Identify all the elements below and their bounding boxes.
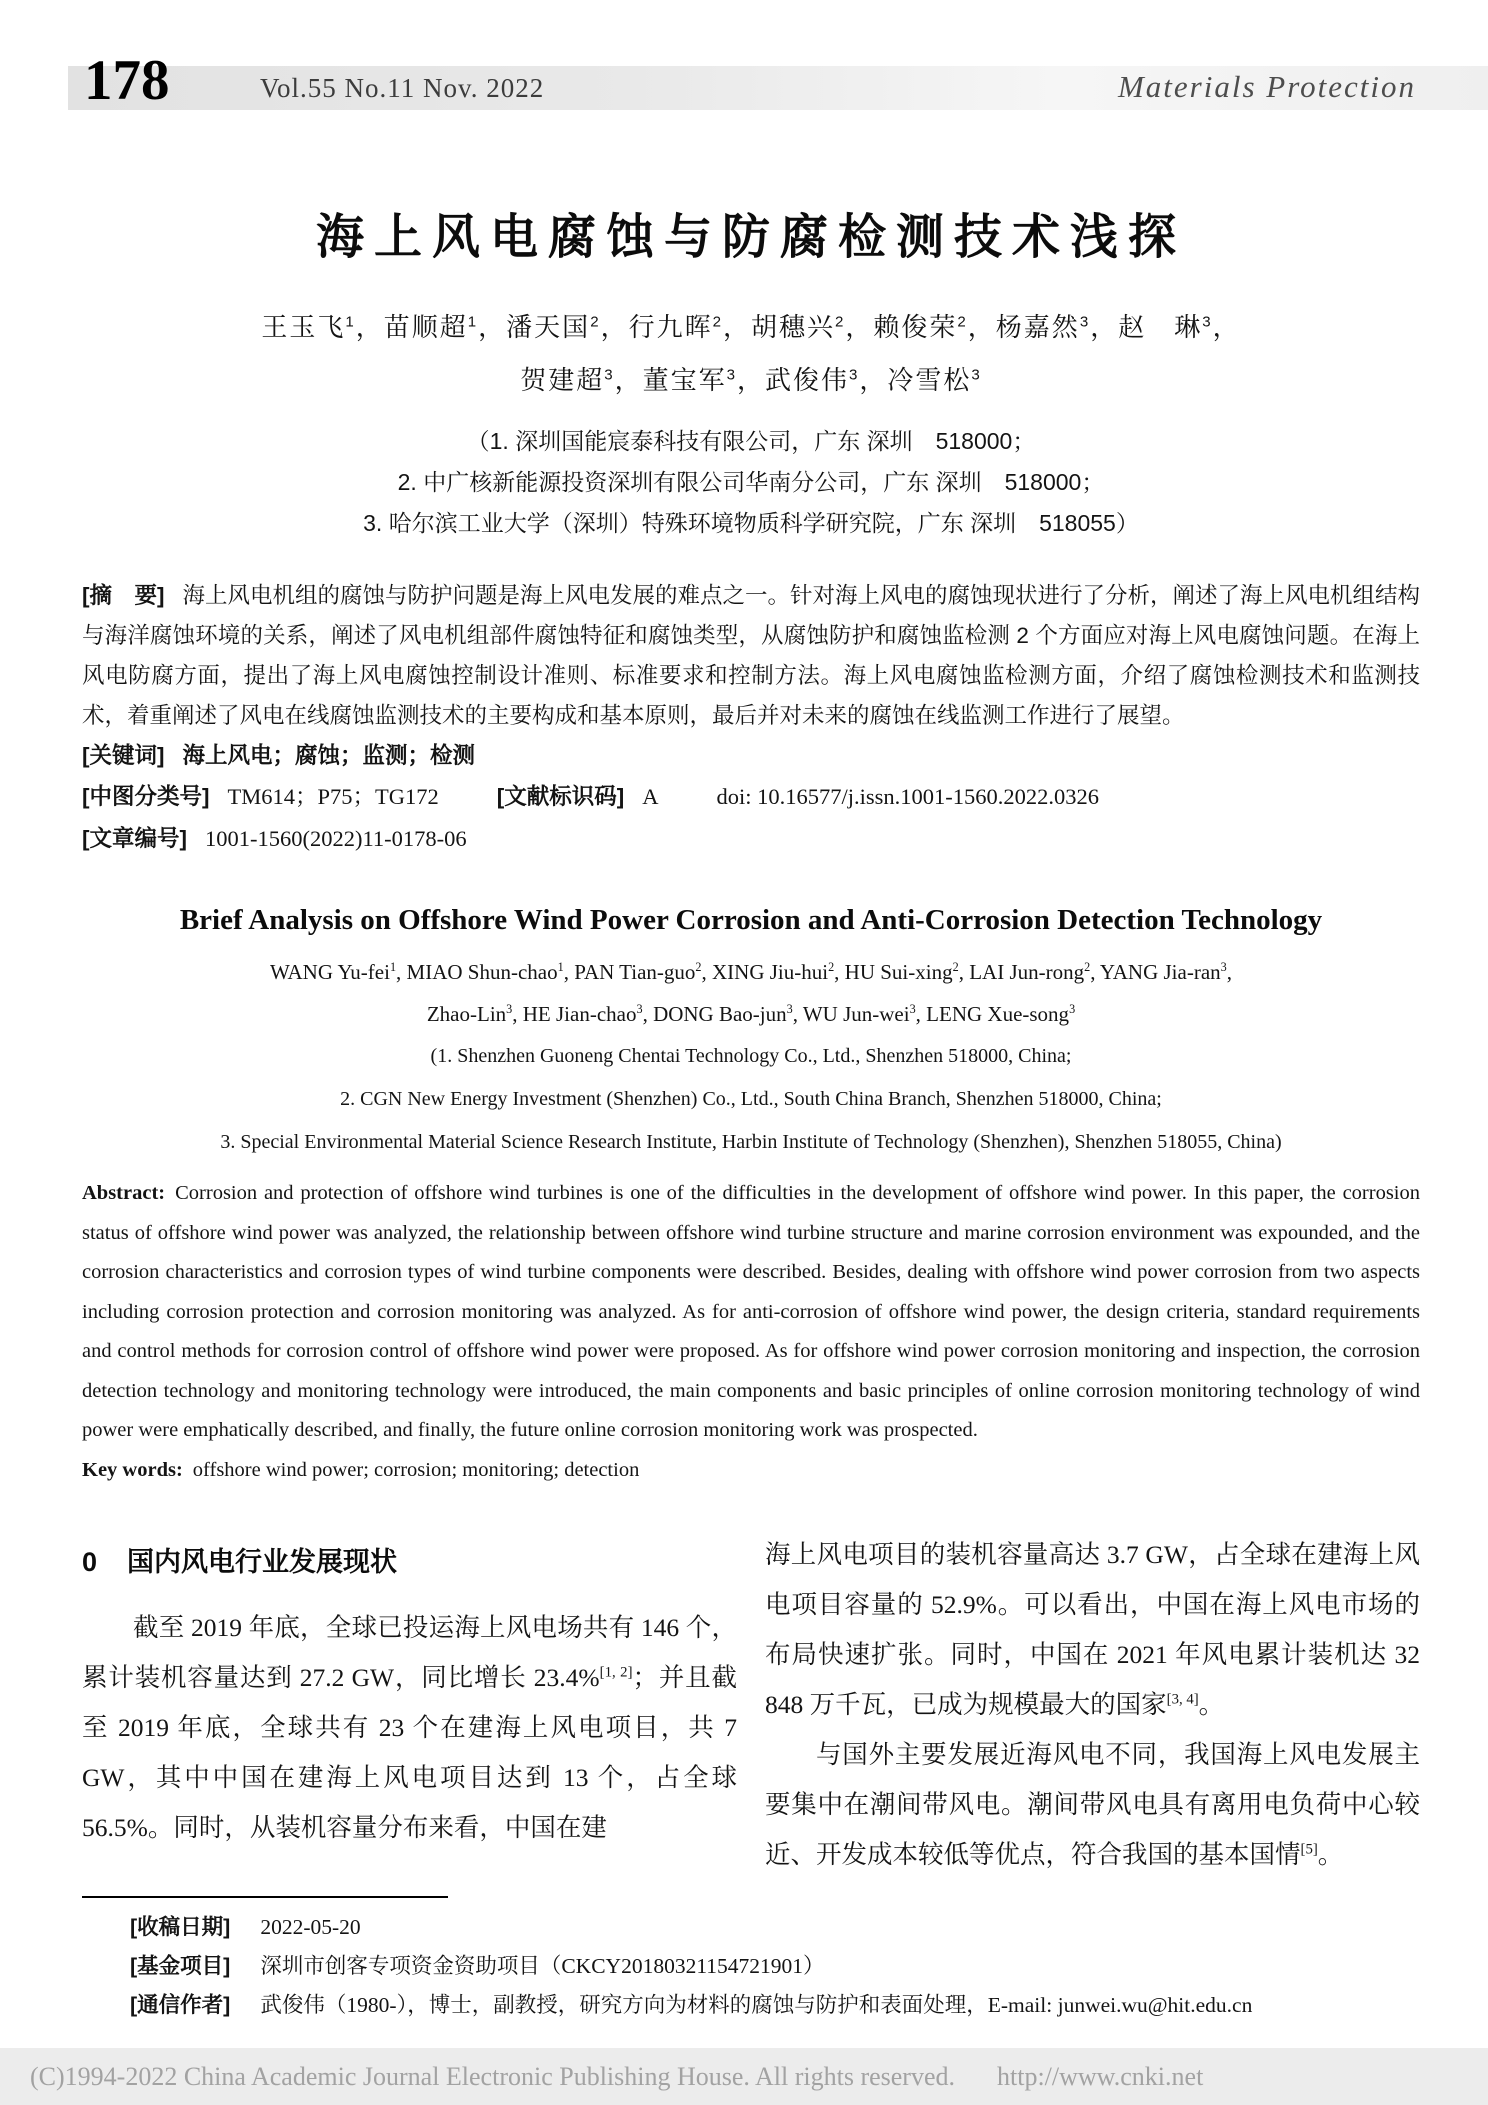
- abstract-en-text: Corrosion and protection of offshore wind turbines is one of the difficulties in the development of offshore wind power. In this paper, the corrosion status of offshore wind power was analyzed, the relationship between offshore wind turbine structure and marine corrosion environment was expounded, and the corrosion characteristics and corrosion types of wind turbine components were described. Besides, dealing with offshore wind power corrosion from two aspects including corrosion protection and corrosion monitoring was analyzed. As for anti-corrosion of offshore wind power, the design criteria, standard requirements and control methods for corrosion control of offshore wind power were proposed. As for offshore wind power corrosion monitoring and inspection, the corrosion detection technology and monitoring technology were introduced, the main components and basic principles of online corrosion monitoring technology of wind power were emphatically described, and finally, the future online corrosion monitoring work was prospected.: [82, 1182, 1420, 1441]
- keywords-en-label: Key words:: [82, 1458, 183, 1481]
- abstract-cn: [82, 576, 1420, 736]
- issue-info: Vol.55 No.11 Nov. 2022: [260, 73, 545, 103]
- clc-label: [中图分类号]: [82, 784, 210, 809]
- page-header-band: [68, 49, 1488, 112]
- keywords-cn-text: 海上风电；腐蚀；监测；检测: [182, 743, 476, 768]
- page-footer-band: [0, 2048, 1488, 2105]
- footnote-label: [收稿日期]: [130, 1914, 231, 1939]
- classification-line: [82, 776, 1420, 818]
- keywords-cn-label: [关键词]: [82, 743, 165, 768]
- footnote-text: 深圳市创客专项资金资助项目（CKCY20180321154721901）: [260, 1953, 825, 1978]
- section-0-title: 国内风电行业发展现状: [127, 1546, 398, 1577]
- doi-text: doi: 10.16577/j.issn.1001-1560.2022.0326: [716, 784, 1100, 809]
- affiliation-cn-1: （1. 深圳国能宸泰科技有限公司，广东 深圳 518000；: [466, 428, 1036, 454]
- affiliation-en-1: (1. Shenzhen Guoneng Chentai Technology Co., Ltd., Shenzhen 518000, China;: [430, 1045, 1072, 1067]
- section-0-number: 0: [82, 1546, 98, 1577]
- footnote-fund-project: [130, 1947, 1420, 1986]
- two-column-body: [82, 1524, 1420, 1880]
- footnote-divider: [82, 1896, 448, 1898]
- footnote-label: [通信作者]: [130, 1992, 231, 2017]
- affiliations-cn: [82, 421, 1420, 544]
- body-paragraph-left: 截至 2019 年底，全球已投运海上风电场共有 146 个，累计装机容量达到 27.2 GW，同比增长 23.4%[1, 2]；并且截至 2019 年底，全球共有 23 个在建海上风电项目，共 7 GW，其中中国在建海上风电项目达到 13 个，占全球 56.5%。同时，从装机容量分布来看，中国在建: [82, 1612, 737, 1842]
- authors-cn-line1: 王玉飞$^1$，苗顺超$^1$，潘天国$^2$，行九晖$^2$，胡穗兴$^2$，赖俊荣$^2$，杨嘉然$^3$，赵 琳$^3$，: [261, 312, 1241, 342]
- footnote-text: 2022-05-20: [260, 1914, 361, 1939]
- doc-code-value: A: [642, 784, 659, 809]
- article-no-label: [文章编号]: [82, 826, 187, 851]
- journal-name: Materials Protection: [1117, 69, 1416, 104]
- keywords-cn: [82, 736, 1420, 776]
- body-paragraph-right-1: 海上风电项目的装机容量高达 3.7 GW，占全球在建海上风电项目容量的 52.9%。可以看出，中国在海上风电市场的布局快速扩张。同时，中国在 2021 年风电累计装机达 32 848 万千瓦，已成为规模最大的国家[3, 4]。: [765, 1539, 1420, 1719]
- abstract-cn-text: 海上风电机组的腐蚀与防护问题是海上风电发展的难点之一。针对海上风电的腐蚀现状进行了分析，阐述了海上风电机组结构与海洋腐蚀环境的关系，阐述了风电机组部件腐蚀特征和腐蚀类型，从腐蚀防护和腐蚀监检测 2 个方面应对海上风电腐蚀问题。在海上风电防腐方面，提出了海上风电腐蚀控制设计准则、标准要求和控制方法。海上风电腐蚀监检测方面，介绍了腐蚀检测技术和监测技术，着重阐述了风电在线腐蚀监测技术的主要构成和基本原则，最后并对未来的腐蚀在线监测工作进行了展望。: [82, 583, 1421, 728]
- affiliation-cn-3: 3. 哈尔滨工业大学（深圳）特殊环境物质科学研究院，广东 深圳 518055）: [363, 510, 1139, 536]
- doc-code-label: [文献标识码]: [496, 784, 625, 809]
- keywords-en-text: offshore wind power; corrosion; monitoring; detection: [192, 1458, 640, 1481]
- affiliations-en: [82, 1035, 1420, 1164]
- footnote-received-date: [130, 1908, 1420, 1947]
- section-0-heading: [82, 1540, 737, 1579]
- page-number: 178: [84, 49, 170, 112]
- clc-value: TM614；P75；TG172: [227, 784, 439, 809]
- affiliation-en-3: 3. Special Environmental Material Science Research Institute, Harbin Institute of Technology (Shenzhen), Shenzhen 518055, China): [220, 1131, 1282, 1153]
- abstract-en: [82, 1174, 1420, 1451]
- authors-cn-line2: 贺建超$^3$，董宝军$^3$，武俊伟$^3$，冷雪松$^3$: [520, 365, 982, 395]
- article-title-en: Brief Analysis on Offshore Wind Power Corrosion and Anti-Corrosion Detection Technology: [179, 904, 1323, 936]
- keywords-en: [82, 1451, 1420, 1490]
- affiliation-en-2: 2. CGN New Energy Investment (Shenzhen) Co., Ltd., South China Branch, Shenzhen 518000, China;: [340, 1088, 1162, 1110]
- right-column: [765, 1524, 1420, 1880]
- copyright-text: (C)1994-2022 China Academic Journal Electronic Publishing House. All rights reserved.: [30, 2061, 955, 2091]
- article-content: [82, 110, 1420, 2025]
- left-column: [82, 1524, 737, 1880]
- article-title-cn: 海上风电腐蚀与防腐检测技术浅探: [315, 211, 1186, 264]
- footnote-text: 武俊伟（1980-），博士，副教授，研究方向为材料的腐蚀与防护和表面处理，E-mail: junwei.wu@hit.edu.cn: [260, 1992, 1253, 2017]
- footnotes: [82, 1908, 1420, 2025]
- affiliation-cn-2: 2. 中广核新能源投资深圳有限公司华南分公司，广东 深圳 518000；: [397, 469, 1105, 495]
- abstract-en-label: Abstract:: [82, 1182, 166, 1204]
- footnote-label: [基金项目]: [130, 1953, 231, 1978]
- abstract-cn-label: [摘 要]: [82, 583, 165, 608]
- body-paragraph-right-2: 与国外主要发展近海风电不同，我国海上风电发展主要集中在潮间带风电。潮间带风电具有离用电负荷中心较近、开发成本较低等优点，符合我国的基本国情[5]。: [765, 1739, 1420, 1869]
- footer-url: http://www.cnki.net: [997, 2061, 1204, 2091]
- authors-en-line1: WANG Yu-fei$^1$, MIAO Shun-chao$^1$, PAN Tian-guo$^2$, XING Jiu-hui$^2$, HU Sui-xing$^2$, LAI Jun-rong$^2$, YANG Jia-ran$^3$,: [270, 960, 1232, 984]
- article-number-line: [82, 818, 1420, 860]
- footnote-corresponding-author: [130, 1986, 1420, 2025]
- article-no-value: 1001-1560(2022)11-0178-06: [205, 826, 467, 851]
- authors-en-line2: Zhao-Lin$^3$, HE Jian-chao$^3$, DONG Bao-jun$^3$, WU Jun-wei$^3$, LENG Xue-song$^3$: [426, 1002, 1076, 1026]
